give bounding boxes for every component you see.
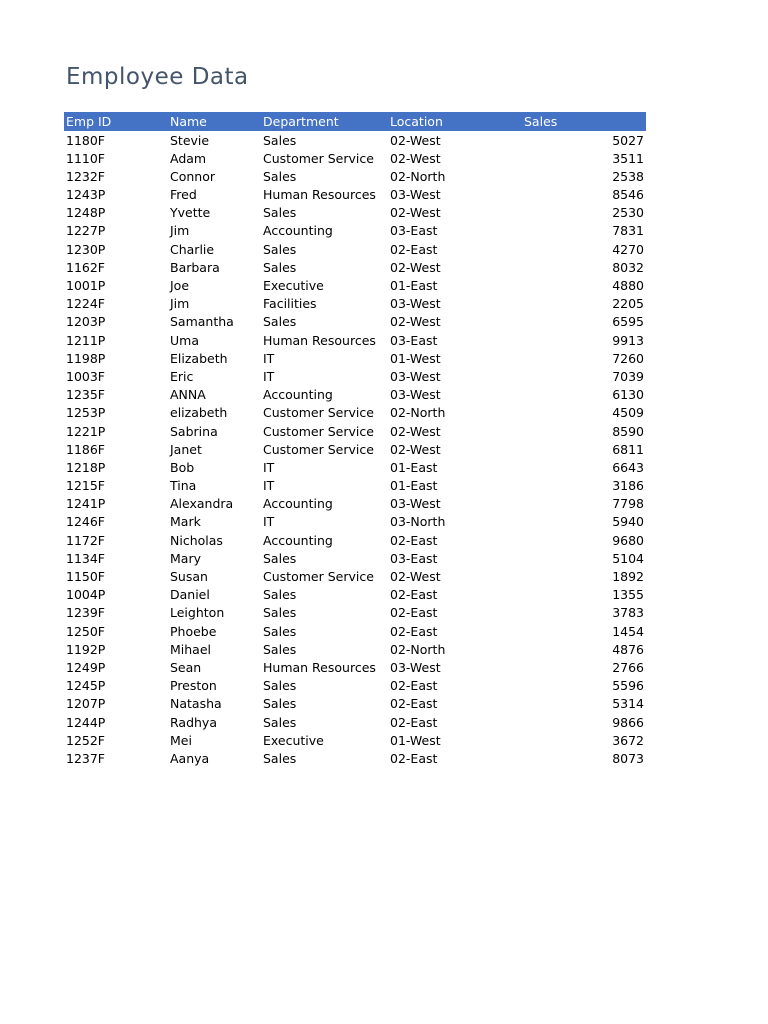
cell-emp-id[interactable]: 1230P (66, 241, 106, 257)
cell-sales[interactable]: 4880 (612, 278, 644, 293)
employee-table (64, 112, 646, 768)
cell-emp-id[interactable]: 1172F (66, 532, 106, 548)
cell-location[interactable]: 02-West (390, 314, 441, 330)
cell-emp-id[interactable]: 1249P (66, 659, 106, 675)
cell-department[interactable]: Sales (263, 678, 297, 694)
table-row (64, 150, 646, 168)
cell-department[interactable]: Sales (263, 696, 297, 712)
cell-name[interactable]: Charlie (170, 241, 215, 257)
cell-name[interactable]: Bob (170, 459, 195, 475)
table-row (64, 277, 646, 295)
cell-location[interactable]: 02-North (390, 405, 446, 421)
cell-department[interactable]: Executive (263, 278, 324, 293)
cell-sales[interactable]: 7831 (612, 223, 644, 239)
cell-emp-id[interactable]: 1150F (66, 569, 106, 584)
table-row (64, 714, 646, 732)
cell-location[interactable]: 02-West (390, 423, 441, 439)
cell-department[interactable]: Accounting (263, 496, 333, 512)
cell-emp-id[interactable]: 1221P (66, 423, 106, 439)
cell-sales[interactable]: 5940 (612, 514, 644, 530)
cell-name[interactable]: Nicholas (170, 532, 223, 548)
cell-sales[interactable]: 8073 (612, 750, 644, 766)
cell-department[interactable]: Sales (263, 132, 297, 148)
cell-name[interactable]: Uma (170, 332, 199, 348)
table-row (64, 459, 646, 477)
cell-name[interactable]: Mary (170, 550, 201, 566)
cell-department[interactable]: Facilities (263, 296, 317, 312)
page-title: Employee Data (66, 64, 249, 90)
cell-emp-id[interactable]: 1004P (66, 587, 106, 603)
table-row (64, 586, 646, 604)
cell-location[interactable]: 02-West (390, 150, 441, 166)
cell-emp-id[interactable]: 1211P (66, 332, 106, 348)
cell-name[interactable]: Jim (170, 296, 190, 312)
cell-name[interactable]: Sean (170, 659, 202, 675)
cell-department[interactable]: Sales (263, 550, 297, 566)
table-row (64, 222, 646, 240)
cell-emp-id[interactable]: 1215F (66, 478, 106, 494)
table-row (64, 550, 646, 568)
cell-sales[interactable]: 6811 (612, 441, 644, 457)
table-row (64, 423, 646, 441)
table-row (64, 695, 646, 713)
cell-location[interactable]: 01-East (390, 278, 438, 293)
table-row (64, 477, 646, 495)
cell-department[interactable]: Accounting (263, 532, 333, 548)
cell-sales[interactable]: 4270 (612, 241, 644, 257)
cell-emp-id[interactable]: 1186F (66, 441, 106, 457)
cell-emp-id[interactable]: 1248P (66, 205, 106, 221)
cell-name[interactable]: Preston (170, 678, 217, 694)
table-row (64, 186, 646, 204)
cell-location[interactable]: 03-East (390, 332, 438, 348)
table-row (64, 259, 646, 277)
cell-location[interactable]: 02-East (390, 605, 438, 621)
cell-department[interactable]: Sales (263, 314, 297, 330)
cell-location[interactable]: 01-West (390, 350, 441, 366)
cell-name[interactable]: Susan (170, 569, 208, 584)
cell-department[interactable]: Sales (263, 605, 297, 621)
cell-location[interactable]: 02-East (390, 678, 438, 694)
cell-location[interactable]: 02-North (390, 168, 446, 184)
cell-emp-id[interactable]: 1001P (66, 278, 106, 293)
cell-name[interactable]: Fred (170, 187, 197, 203)
cell-sales[interactable]: 4509 (612, 405, 644, 421)
cell-location[interactable]: 02-West (390, 205, 441, 221)
table-row (64, 623, 646, 641)
cell-emp-id[interactable]: 1244P (66, 714, 106, 730)
cell-name[interactable]: Mihael (170, 641, 212, 657)
cell-name[interactable]: Daniel (170, 587, 210, 603)
cell-sales[interactable]: 9913 (612, 332, 644, 348)
cell-emp-id[interactable]: 1239F (66, 605, 106, 621)
cell-department[interactable]: Customer Service (263, 423, 374, 439)
cell-location[interactable]: 03-East (390, 550, 438, 566)
table-row (64, 441, 646, 459)
cell-sales[interactable]: 7798 (612, 496, 644, 512)
cell-name[interactable]: Jim (170, 223, 190, 239)
cell-department[interactable]: Sales (263, 259, 297, 275)
cell-name[interactable]: Joe (170, 278, 190, 293)
cell-sales[interactable]: 3672 (612, 732, 644, 748)
cell-name[interactable]: Sabrina (170, 423, 218, 439)
cell-sales[interactable]: 8590 (612, 423, 644, 439)
cell-name[interactable]: Mark (170, 514, 201, 530)
cell-emp-id[interactable]: 1245P (66, 678, 106, 694)
cell-name[interactable]: Alexandra (170, 496, 234, 512)
cell-sales[interactable]: 9680 (612, 532, 644, 548)
cell-emp-id[interactable]: 1134F (66, 550, 106, 566)
cell-department[interactable]: Sales (263, 750, 297, 766)
table-header-row (64, 112, 646, 131)
cell-name[interactable]: Yvette (170, 205, 211, 221)
cell-department[interactable]: Sales (263, 168, 297, 184)
cell-emp-id[interactable]: 1003F (66, 368, 106, 384)
cell-sales[interactable]: 6643 (612, 459, 644, 475)
cell-emp-id[interactable]: 1218P (66, 459, 106, 475)
cell-sales[interactable]: 7039 (612, 368, 644, 384)
cell-location[interactable]: 01-East (390, 459, 438, 475)
cell-emp-id[interactable]: 1241P (66, 496, 106, 512)
cell-name[interactable]: Eric (170, 368, 194, 384)
cell-location[interactable]: 02-West (390, 569, 441, 584)
table-row (64, 332, 646, 350)
table-row (64, 295, 646, 313)
cell-name[interactable]: Adam (170, 150, 207, 166)
cell-sales[interactable]: 5596 (612, 678, 644, 694)
cell-location[interactable]: 03-North (390, 514, 446, 530)
cell-emp-id[interactable]: 1203P (66, 314, 106, 330)
cell-department[interactable]: IT (263, 368, 275, 384)
cell-department[interactable]: Customer Service (263, 150, 374, 166)
column-header-emp-id[interactable]: Emp ID (66, 114, 112, 129)
table-row (64, 368, 646, 386)
column-header-name[interactable]: Name (170, 114, 207, 129)
cell-location[interactable]: 02-East (390, 241, 438, 257)
cell-department[interactable]: Sales (263, 205, 297, 221)
cell-emp-id[interactable]: 1110F (66, 150, 106, 166)
table-row (64, 513, 646, 531)
table-body (64, 132, 646, 769)
cell-location[interactable]: 02-East (390, 587, 438, 603)
cell-emp-id[interactable]: 1224F (66, 296, 106, 312)
cell-sales[interactable]: 3511 (612, 150, 644, 166)
cell-location[interactable]: 02-East (390, 750, 438, 766)
cell-sales[interactable]: 6595 (612, 314, 644, 330)
cell-sales[interactable]: 1454 (612, 623, 644, 639)
cell-department[interactable]: Customer Service (263, 405, 374, 421)
table-row (64, 132, 646, 150)
cell-sales[interactable]: 2538 (612, 168, 644, 184)
cell-location[interactable]: 03-West (390, 387, 441, 403)
cell-name[interactable]: Tina (170, 478, 197, 494)
table-row (64, 495, 646, 513)
table-row (64, 404, 646, 422)
cell-name[interactable]: Janet (170, 441, 202, 457)
cell-name[interactable]: Barbara (170, 259, 220, 275)
cell-name[interactable]: Elizabeth (170, 350, 228, 366)
cell-name[interactable]: Aanya (170, 750, 210, 766)
cell-location[interactable]: 02-West (390, 441, 441, 457)
table-row (64, 641, 646, 659)
table-row (64, 659, 646, 677)
cell-department[interactable]: Customer Service (263, 569, 374, 584)
cell-name[interactable]: ANNA (170, 387, 206, 403)
table-row (64, 677, 646, 695)
cell-location[interactable]: 03-East (390, 223, 438, 239)
cell-name[interactable]: Phoebe (170, 623, 217, 639)
cell-sales[interactable]: 9866 (612, 714, 644, 730)
cell-department[interactable]: Accounting (263, 387, 333, 403)
cell-location[interactable]: 03-West (390, 368, 441, 384)
cell-location[interactable]: 03-West (390, 296, 441, 312)
cell-location[interactable]: 02-North (390, 641, 446, 657)
cell-sales[interactable]: 3186 (612, 478, 644, 494)
table-row (64, 386, 646, 404)
cell-emp-id[interactable]: 1227P (66, 223, 106, 239)
cell-sales[interactable]: 8032 (612, 259, 644, 275)
cell-location[interactable]: 03-West (390, 187, 441, 203)
table-row (64, 241, 646, 259)
cell-sales[interactable]: 7260 (612, 350, 644, 366)
cell-emp-id[interactable]: 1235F (66, 387, 106, 403)
cell-emp-id[interactable]: 1243P (66, 187, 106, 203)
cell-sales[interactable]: 8546 (612, 187, 644, 203)
cell-sales[interactable]: 2766 (612, 659, 644, 675)
cell-emp-id[interactable]: 1253P (66, 405, 106, 421)
cell-name[interactable]: elizabeth (170, 405, 228, 421)
cell-department[interactable]: Human Resources (263, 187, 376, 203)
cell-location[interactable]: 02-East (390, 696, 438, 712)
cell-department[interactable]: Executive (263, 732, 324, 748)
cell-name[interactable]: Samantha (170, 314, 234, 330)
cell-location[interactable]: 02-East (390, 532, 438, 548)
table-row (64, 313, 646, 331)
table-row (64, 568, 646, 586)
column-header-location[interactable]: Location (390, 114, 443, 129)
cell-sales[interactable]: 5104 (612, 550, 644, 566)
cell-name[interactable]: Radhya (170, 714, 217, 730)
cell-department[interactable]: Sales (263, 714, 297, 730)
cell-department[interactable]: Human Resources (263, 659, 376, 675)
cell-location[interactable]: 01-West (390, 732, 441, 748)
cell-location[interactable]: 03-West (390, 659, 441, 675)
table-row (64, 204, 646, 222)
cell-department[interactable]: IT (263, 478, 275, 494)
cell-department[interactable]: IT (263, 350, 275, 366)
cell-sales[interactable]: 2530 (612, 205, 644, 221)
cell-name[interactable]: Connor (170, 168, 216, 184)
cell-emp-id[interactable]: 1180F (66, 132, 106, 148)
cell-sales[interactable]: 3783 (612, 605, 644, 621)
column-header-department[interactable]: Department (263, 114, 339, 129)
cell-sales[interactable]: 5027 (612, 132, 644, 148)
cell-sales[interactable]: 5314 (612, 696, 644, 712)
cell-name[interactable]: Mei (170, 732, 192, 748)
cell-location[interactable]: 02-East (390, 623, 438, 639)
cell-sales[interactable]: 2205 (612, 296, 644, 312)
cell-emp-id[interactable]: 1246F (66, 514, 106, 530)
cell-location[interactable]: 02-West (390, 259, 441, 275)
cell-department[interactable]: IT (263, 514, 275, 530)
cell-emp-id[interactable]: 1237F (66, 750, 106, 766)
cell-sales[interactable]: 4876 (612, 641, 644, 657)
table-row (64, 350, 646, 368)
cell-emp-id[interactable]: 1232F (66, 168, 106, 184)
cell-department[interactable]: Sales (263, 641, 297, 657)
cell-department[interactable]: Accounting (263, 223, 333, 239)
cell-emp-id[interactable]: 1198P (66, 350, 106, 366)
cell-department[interactable]: Sales (263, 623, 297, 639)
table-row (64, 732, 646, 750)
cell-sales[interactable]: 1355 (612, 587, 644, 603)
cell-name[interactable]: Stevie (170, 132, 210, 148)
cell-emp-id[interactable]: 1162F (66, 259, 106, 275)
cell-location[interactable]: 02-East (390, 714, 438, 730)
cell-name[interactable]: Natasha (170, 696, 222, 712)
cell-sales[interactable]: 1892 (612, 569, 644, 584)
cell-emp-id[interactable]: 1192P (66, 641, 106, 657)
cell-sales[interactable]: 6130 (612, 387, 644, 403)
column-header-sales[interactable]: Sales (524, 114, 558, 129)
cell-department[interactable]: Human Resources (263, 332, 376, 348)
cell-department[interactable]: Customer Service (263, 441, 374, 457)
table-row (64, 604, 646, 622)
cell-department[interactable]: Sales (263, 241, 297, 257)
cell-department[interactable]: Sales (263, 587, 297, 603)
cell-emp-id[interactable]: 1252F (66, 732, 106, 748)
table-row (64, 532, 646, 550)
table-row (64, 750, 646, 768)
table-row (64, 168, 646, 186)
cell-location[interactable]: 01-East (390, 478, 438, 494)
cell-name[interactable]: Leighton (170, 605, 225, 621)
cell-emp-id[interactable]: 1250F (66, 623, 106, 639)
cell-location[interactable]: 02-West (390, 132, 441, 148)
cell-location[interactable]: 03-West (390, 496, 441, 512)
cell-emp-id[interactable]: 1207P (66, 696, 106, 712)
cell-department[interactable]: IT (263, 459, 275, 475)
